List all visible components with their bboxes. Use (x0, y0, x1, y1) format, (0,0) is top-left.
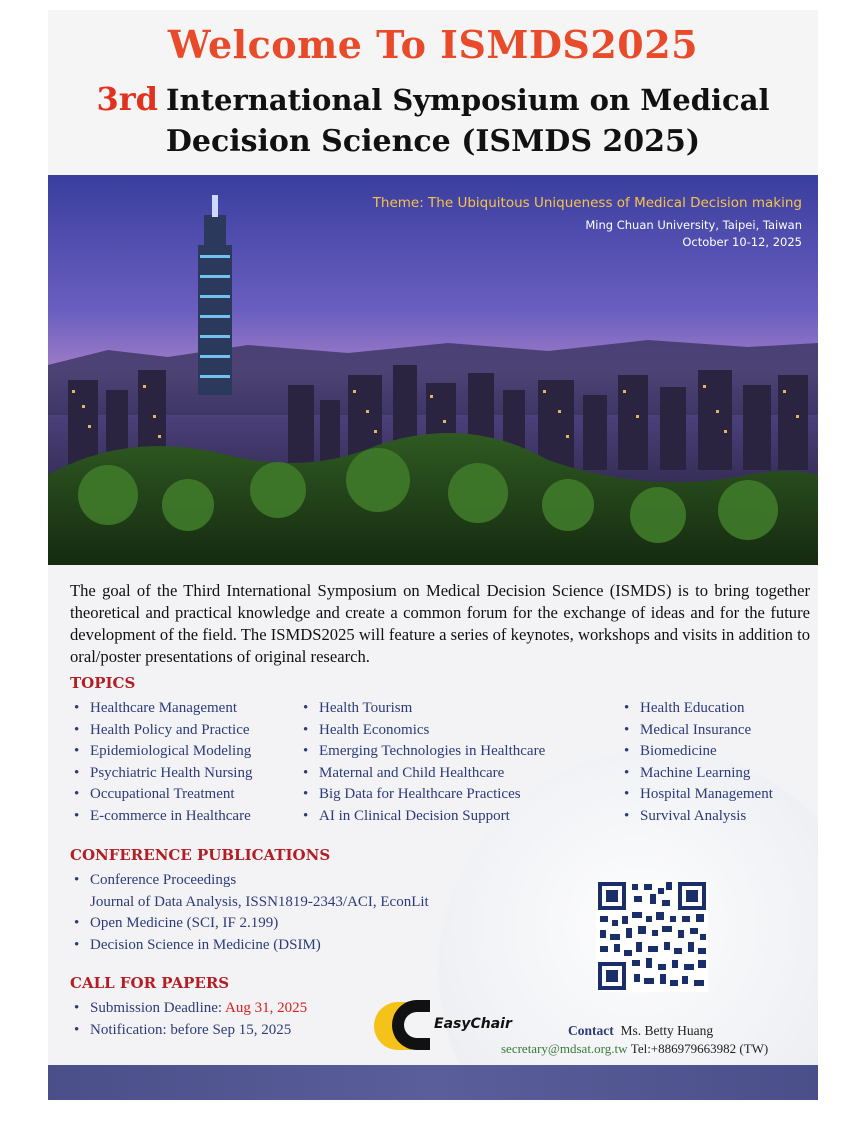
contact-label: Contact (568, 1023, 614, 1038)
easychair-label: EasyChair (434, 1016, 512, 1032)
topic-item: • Emerging Technologies in Healthcare (301, 741, 545, 763)
symposium-title-line1 (48, 80, 818, 118)
publication-item-3: • Decision Science in Medicine (DSIM) (72, 935, 429, 957)
poster (48, 10, 818, 1100)
topic-item: • Machine Learning (622, 763, 773, 785)
publications-list (72, 870, 429, 956)
title-text-1: International Symposium on Medical (165, 83, 770, 117)
venue-text: Ming Chuan University, Taipei, Taiwan (585, 218, 802, 232)
topics-column-3 (622, 698, 773, 828)
topic-item: • Health Education (622, 698, 773, 720)
contact-name: Ms. Betty Huang (620, 1023, 714, 1038)
welcome-title: Welcome To ISMDS2025 (167, 22, 699, 67)
deadline-label: Submission Deadline: (90, 1000, 225, 1016)
topics-title: TOPICS (70, 674, 136, 692)
topic-item: • Survival Analysis (622, 806, 773, 828)
contact-line (568, 1023, 713, 1039)
venue-info (585, 217, 802, 251)
publication-item-1-sub: Journal of Data Analysis, ISSN1819-2343/ACI, EconLit (90, 893, 429, 910)
topic-item: • Maternal and Child Healthcare (301, 763, 545, 785)
topics-column-2 (301, 698, 545, 828)
topics-column-1 (72, 698, 252, 828)
contact-email: secretary@mdsat.org.tw (501, 1041, 628, 1056)
topic-item: • AI in Clinical Decision Support (301, 806, 545, 828)
contact-details (501, 1041, 768, 1057)
symposium-title-line2: Decision Science (ISMDS 2025) (165, 124, 701, 159)
topic-item: • Health Economics (301, 720, 545, 742)
taipei-city-photo (48, 175, 818, 565)
topic-item: • Occupational Treatment (72, 784, 252, 806)
intro-paragraph: The goal of the Third International Symposium on Medical Decision Science (ISMDS) is to bring together theoretical and practical knowledge and create a common forum for the exchange of ideas and for the future development of the field. The ISMDS2025 will feature a series of keynotes, workshops and visits in addition to oral/poster presentations of original research. (70, 581, 810, 666)
notification-item: • Notification: before Sep 15, 2025 (72, 1020, 307, 1042)
dates-text: October 10-12, 2025 (682, 235, 802, 249)
topic-item: • Big Data for Healthcare Practices (301, 784, 545, 806)
qr-code-icon (596, 880, 708, 992)
topic-item: • E-commerce in Healthcare (72, 806, 252, 828)
publication-item (72, 870, 429, 913)
publication-item-2: • Open Medicine (SCI, IF 2.199) (72, 913, 429, 935)
topic-item: • Biomedicine (622, 741, 773, 763)
topic-item: • Hospital Management (622, 784, 773, 806)
topic-item: • Health Tourism (301, 698, 545, 720)
easychair-logo-icon (370, 1000, 512, 1052)
publications-title: CONFERENCE PUBLICATIONS (70, 846, 331, 864)
deadline-item (72, 998, 307, 1020)
theme-text: Theme: The Ubiquitous Uniqueness of Medical Decision making (372, 195, 802, 211)
deadline-value: Aug 31, 2025 (225, 1000, 308, 1016)
call-for-papers-title: CALL FOR PAPERS (70, 974, 230, 992)
topic-item: • Psychiatric Health Nursing (72, 763, 252, 785)
topic-item: • Medical Insurance (622, 720, 773, 742)
topic-item: • Health Policy and Practice (72, 720, 252, 742)
call-for-papers-list (72, 998, 307, 1041)
ordinal: 3rd (96, 80, 158, 118)
topic-item: • Healthcare Management (72, 698, 252, 720)
poster-header (48, 10, 818, 175)
footer-bar (48, 1065, 818, 1100)
topic-item: • Epidemiological Modeling (72, 741, 252, 763)
publication-item-1: Conference Proceedings (90, 872, 237, 888)
contact-tel: Tel:+886979663982 (TW) (630, 1041, 769, 1056)
